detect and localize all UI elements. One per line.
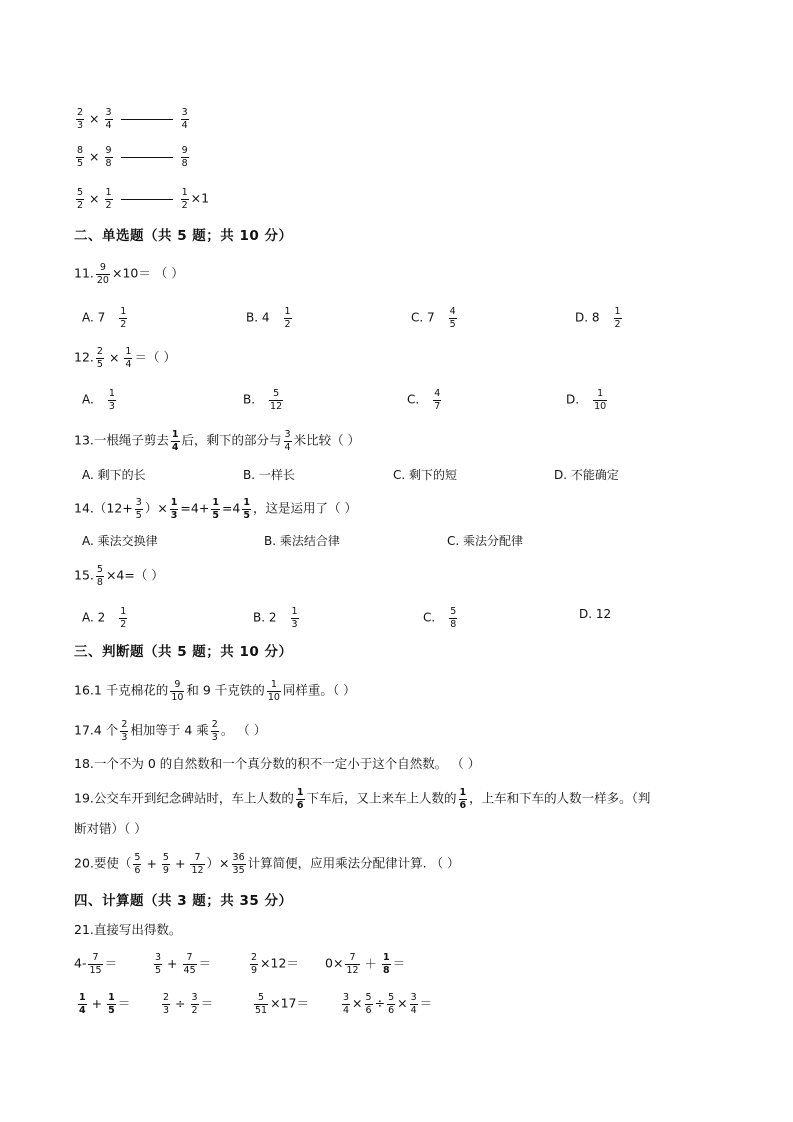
option-a[interactable]: A. 2 $\frac{1}{2}$: [82, 606, 127, 630]
question-21: 21.直接写出得数。: [74, 922, 182, 937]
fraction: $\frac{1}{5}$: [108, 992, 115, 1016]
fraction: $\frac{5}{6}$: [134, 852, 141, 876]
fraction: $\frac{3}{4}$: [284, 429, 291, 453]
calc-r1-e4: 0× $\frac{7}{12}$ ＋ $\frac{1}{8}$ ＝: [325, 952, 406, 976]
fraction: $\frac{2}{3}$: [121, 719, 128, 743]
compare-row-3: $\frac{5}{2}$ × $\frac{1}{2}$ $\frac{1}{2}$ ×1: [77, 187, 210, 211]
fraction: $\frac{5}{8}$: [450, 606, 457, 630]
fraction: $\frac{5}{51}$: [255, 992, 268, 1016]
fraction: $\frac{1}{4}$: [171, 429, 179, 453]
option-a[interactable]: A. 乘法交换律: [82, 534, 158, 548]
section-title-judge: 三、判断题（共 5 题；共 10 分）: [74, 644, 293, 660]
fraction: $\frac{1}{6}$: [459, 787, 467, 811]
option-c[interactable]: C. 乘法分配律: [447, 534, 524, 548]
question-20: 20.要使（ $\frac{5}{6}$ + $\frac{5}{9}$ + $\frac{7}{12}$ ）× $\frac{36}{35}$ 计算简便，应用乘法分配律计算. （ ）: [74, 852, 460, 876]
fraction: $\frac{2}{3}$: [77, 107, 84, 131]
fraction: $\frac{2}{3}$: [211, 719, 218, 743]
option-a[interactable]: A. $\frac{1}{3}$: [82, 388, 115, 412]
fraction: $\frac{1}{2}$: [120, 306, 127, 330]
fraction: $\frac{1}{2}$: [614, 306, 621, 330]
fraction: $\frac{5}{12}$: [270, 388, 283, 412]
question-19: 19.公交车开到纪念碑站时，车上人数的 $\frac{1}{6}$ 下车后，又上来车上人数的 $\frac{1}{6}$ ，上车和下车的人数一样多。（判: [74, 787, 651, 811]
question-14: 14.（12+ $\frac{3}{5}$ ）× $\frac{1}{3}$ =4+ $\frac{1}{5}$ =4 $\frac{1}{5}$ ，这是运用了（ ）: [74, 497, 357, 521]
fraction: $\frac{7}{12}$: [191, 852, 204, 876]
fraction: $\frac{1}{5}$: [212, 497, 219, 521]
question-17: 17.4 个 $\frac{2}{3}$ 相加等于 4 乘 $\frac{2}{3}$ 。 （ ）: [74, 719, 267, 743]
fraction: $\frac{1}{3}$: [291, 606, 298, 630]
fraction: $\frac{1}{2}$: [181, 187, 188, 211]
fraction: $\frac{5}{8}$: [96, 564, 103, 588]
fraction: $\frac{3}{5}$: [135, 497, 142, 521]
fraction: $\frac{5}{9}$: [162, 852, 169, 876]
option-b[interactable]: B. 一样长: [243, 468, 295, 482]
calc-r2-e2: $\frac{2}{3}$ ÷ $\frac{3}{2}$ ＝: [163, 992, 214, 1016]
fraction: $\frac{1}{4}$: [125, 346, 132, 370]
fraction: $\frac{4}{5}$: [449, 306, 456, 330]
fraction: $\frac{5}{2}$: [77, 187, 84, 211]
fraction: $\frac{1}{2}$: [284, 306, 291, 330]
option-a[interactable]: A. 剩下的长: [82, 468, 146, 482]
fraction: $\frac{3}{4}$: [105, 107, 112, 131]
question-13: 13.一根绳子剪去 $\frac{1}{4}$ 后，剩下的部分与 $\frac{3}{4}$ 米比较（ ）: [74, 429, 361, 453]
fraction: $\frac{3}{4}$: [343, 992, 350, 1016]
fraction: $\frac{7}{45}$: [183, 952, 196, 976]
compare-row-2: $\frac{8}{5}$ × $\frac{9}{8}$ $\frac{9}{8}$: [77, 145, 188, 169]
calc-r2-e4: $\frac{3}{4}$ × $\frac{5}{6}$ ÷ $\frac{5}{6}$ × $\frac{3}{4}$ ＝: [343, 992, 433, 1016]
fraction: $\frac{1}{3}$: [108, 388, 115, 412]
fraction: $\frac{3}{4}$: [410, 992, 417, 1016]
option-c[interactable]: C. $\frac{5}{8}$: [423, 606, 457, 630]
fraction: $\frac{1}{6}$: [296, 787, 304, 811]
compare-row-1: $\frac{2}{3}$ × $\frac{3}{4}$ $\frac{3}{4}$: [77, 107, 188, 131]
fraction: $\frac{7}{12}$: [346, 952, 359, 976]
fraction: $\frac{9}{20}$: [96, 262, 109, 286]
fraction: $\frac{1}{10}$: [594, 388, 607, 412]
calc-r2-e1: $\frac{1}{4}$ + $\frac{1}{5}$ ＝: [79, 992, 131, 1016]
option-d[interactable]: D. 不能确定: [554, 468, 619, 482]
fraction: $\frac{2}{9}$: [251, 952, 258, 976]
option-d[interactable]: D. 12: [579, 607, 612, 621]
fraction: $\frac{1}{8}$: [383, 952, 390, 976]
fraction: $\frac{3}{5}$: [155, 952, 162, 976]
option-b[interactable]: B. $\frac{5}{12}$: [243, 388, 283, 412]
fraction: $\frac{1}{5}$: [243, 497, 251, 521]
calc-r1-e3: $\frac{2}{9}$ ×12＝: [251, 952, 299, 976]
calc-r2-e3: $\frac{5}{51}$ ×17＝: [255, 992, 309, 1016]
option-b[interactable]: B. 2 $\frac{1}{3}$: [253, 606, 298, 630]
option-b[interactable]: B. 乘法结合律: [264, 534, 340, 548]
fraction: $\frac{1}{2}$: [120, 606, 127, 630]
fraction: $\frac{3}{2}$: [191, 992, 198, 1016]
answer-blank[interactable]: [121, 119, 173, 120]
fraction: $\frac{5}{6}$: [388, 992, 395, 1016]
fraction: $\frac{1}{3}$: [170, 497, 178, 521]
option-c[interactable]: C. $\frac{4}{7}$: [407, 388, 441, 412]
fraction: $\frac{7}{15}$: [89, 952, 102, 976]
fraction: $\frac{5}{6}$: [365, 992, 372, 1016]
fraction: $\frac{2}{5}$: [96, 346, 103, 370]
answer-blank[interactable]: [121, 157, 173, 158]
question-18: 18.一个不为 0 的自然数和一个真分数的积不一定小于这个自然数。 （ ）: [74, 756, 481, 771]
option-c[interactable]: C. 剩下的短: [393, 468, 458, 482]
option-d[interactable]: D. 8 $\frac{1}{2}$: [575, 306, 621, 330]
section-title-choice: 二、单选题（共 5 题；共 10 分）: [74, 228, 293, 244]
question-16: 16.1 千克棉花的 $\frac{9}{10}$ 和 9 千克铁的 $\frac{1}{10}$ 同样重。（ ）: [74, 679, 356, 703]
fraction: $\frac{4}{7}$: [434, 388, 441, 412]
option-a[interactable]: A. 7 $\frac{1}{2}$: [82, 306, 127, 330]
question-15: 15. $\frac{5}{8}$ ×4=（ ）: [74, 564, 164, 588]
option-d[interactable]: D. $\frac{1}{10}$: [566, 388, 607, 412]
question-11: 11. $\frac{9}{20}$ ×10＝ （ ）: [74, 262, 184, 286]
fraction: $\frac{1}{4}$: [79, 992, 86, 1016]
fraction: $\frac{8}{5}$: [77, 145, 84, 169]
fraction: $\frac{2}{3}$: [163, 992, 170, 1016]
option-c[interactable]: C. 7 $\frac{4}{5}$: [411, 306, 456, 330]
fraction: $\frac{9}{8}$: [105, 145, 112, 169]
question-19-continued: 断对错）（ ）: [74, 821, 147, 836]
calc-r1-e1: 4- $\frac{7}{15}$ ＝: [74, 952, 118, 976]
fraction: $\frac{3}{4}$: [181, 107, 188, 131]
fraction: $\frac{36}{35}$: [232, 852, 245, 876]
fraction: $\frac{9}{10}$: [171, 679, 184, 703]
section-title-calc: 四、计算题（共 3 题；共 35 分）: [74, 893, 293, 909]
fraction: $\frac{1}{2}$: [105, 187, 112, 211]
answer-blank[interactable]: [121, 199, 173, 200]
question-12: 12. $\frac{2}{5}$ × $\frac{1}{4}$ ＝（ ）: [74, 346, 176, 370]
option-b[interactable]: B. 4 $\frac{1}{2}$: [246, 306, 291, 330]
fraction: $\frac{9}{8}$: [181, 145, 188, 169]
calc-r1-e2: $\frac{3}{5}$ + $\frac{7}{45}$ ＝: [155, 952, 212, 976]
fraction: $\frac{1}{10}$: [267, 679, 280, 703]
